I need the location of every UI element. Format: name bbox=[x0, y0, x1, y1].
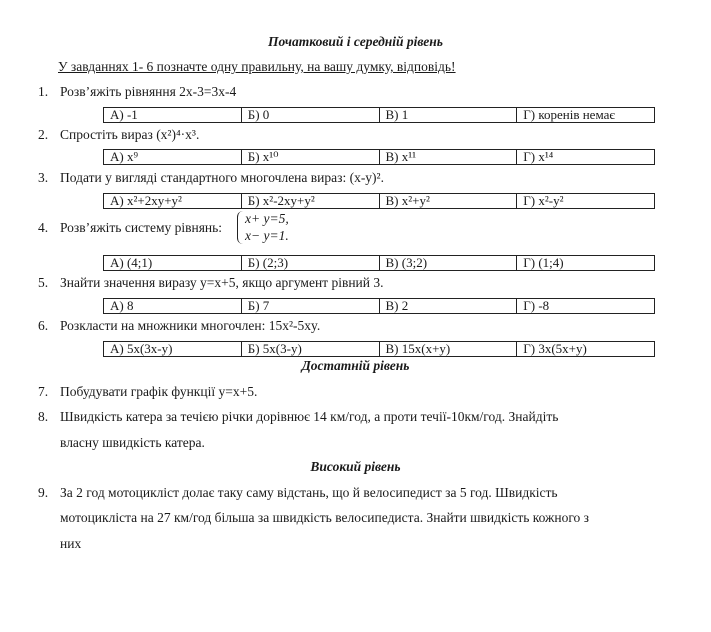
task-9-text-line-2: мотоцикліста на 27 км/год більша за швидкість велосипедиста. Знайти швидкість кожного з bbox=[60, 510, 590, 525]
task-9-text-line-1: За 2 год мотоцикліст долає таку саму відстань, що й велосипедист за 5 год. Швидкість bbox=[60, 485, 558, 500]
option-c[interactable]: В) x¹¹ bbox=[379, 150, 517, 164]
option-d[interactable]: Г) (1;4) bbox=[516, 256, 654, 270]
task-8-text-line-2: власну швидкість катера. bbox=[60, 435, 205, 450]
question-number: 1. bbox=[38, 84, 49, 99]
option-b[interactable]: Б) 5x(3-y) bbox=[241, 342, 379, 356]
option-a[interactable]: А) 8 bbox=[110, 299, 134, 313]
high-level-heading: Високий рівень bbox=[310, 459, 401, 474]
sufficient-level-heading: Достатній рівень bbox=[301, 358, 410, 373]
option-c[interactable]: В) x²+y² bbox=[379, 194, 517, 208]
equation-system bbox=[237, 210, 307, 246]
option-b[interactable]: Б) 7 bbox=[241, 299, 379, 313]
question-4-text: Розв’яжіть систему рівнянь: bbox=[60, 220, 223, 235]
option-c[interactable]: В) 1 bbox=[379, 108, 517, 122]
question-2-text: Спростіть вираз (x²)⁴·x³. bbox=[60, 127, 200, 142]
option-b[interactable]: Б) 0 bbox=[241, 108, 379, 122]
question-3-options bbox=[103, 193, 655, 209]
question-number: 7. bbox=[38, 384, 49, 399]
task-8-text-line-1: Швидкість катера за течією річки дорівнює 14 км/год, а проти течії-10км/год. Знайдіть bbox=[60, 409, 559, 424]
option-b[interactable]: Б) (2;3) bbox=[241, 256, 379, 270]
system-equation-2: x− y=1. bbox=[245, 228, 289, 243]
question-2-options bbox=[103, 149, 655, 165]
system-equation-1: x+ y=5, bbox=[245, 211, 289, 226]
option-c[interactable]: В) 15x(x+y) bbox=[379, 342, 517, 356]
option-d[interactable]: Г) коренів немає bbox=[516, 108, 654, 122]
option-a[interactable]: А) x⁹ bbox=[110, 150, 138, 164]
question-5-text: Знайти значення виразу у=х+5, якщо аргумент рівний 3. bbox=[60, 275, 384, 290]
question-number: 9. bbox=[38, 485, 49, 500]
basic-level-heading: Початковий і середній рівень bbox=[268, 34, 443, 49]
brace-icon bbox=[237, 211, 244, 244]
question-4-options bbox=[103, 255, 655, 271]
question-number: 8. bbox=[38, 409, 49, 424]
option-a[interactable]: А) 5x(3x-y) bbox=[110, 342, 173, 356]
option-c[interactable]: В) (3;2) bbox=[379, 256, 517, 270]
task-7-text: Побудувати графік функції у=х+5. bbox=[60, 384, 258, 399]
question-number: 5. bbox=[38, 275, 49, 290]
option-a[interactable]: А) (4;1) bbox=[110, 256, 153, 270]
question-1-options bbox=[103, 107, 655, 123]
instruction-text: У завданнях 1- 6 позначте одну правильну, на вашу думку, відповідь! bbox=[58, 59, 456, 74]
task-9-text-line-3: них bbox=[60, 536, 82, 551]
option-b[interactable]: Б) x²-2xy+y² bbox=[241, 194, 379, 208]
option-d[interactable]: Г) x¹⁴ bbox=[516, 150, 654, 164]
question-number: 2. bbox=[38, 127, 49, 142]
question-3-text: Подати у вигляді стандартного многочлена вираз: (х-у)². bbox=[60, 170, 384, 185]
option-d[interactable]: Г) x²-y² bbox=[516, 194, 654, 208]
option-a[interactable]: А) -1 bbox=[110, 108, 138, 122]
option-d[interactable]: Г) 3x(5x+y) bbox=[516, 342, 654, 356]
option-d[interactable]: Г) -8 bbox=[516, 299, 654, 313]
option-b[interactable]: Б) x¹⁰ bbox=[241, 150, 379, 164]
question-number: 4. bbox=[38, 220, 49, 235]
question-5-options bbox=[103, 298, 655, 314]
question-1-text: Розв’яжіть рівняння 2х-3=3х-4 bbox=[60, 84, 237, 99]
question-number: 6. bbox=[38, 318, 49, 333]
option-a[interactable]: А) x²+2xy+y² bbox=[110, 194, 182, 208]
question-6-options bbox=[103, 341, 655, 357]
question-6-text: Розкласти на множники многочлен: 15x²-5xy. bbox=[60, 318, 321, 333]
option-c[interactable]: В) 2 bbox=[379, 299, 517, 313]
question-number: 3. bbox=[38, 170, 49, 185]
